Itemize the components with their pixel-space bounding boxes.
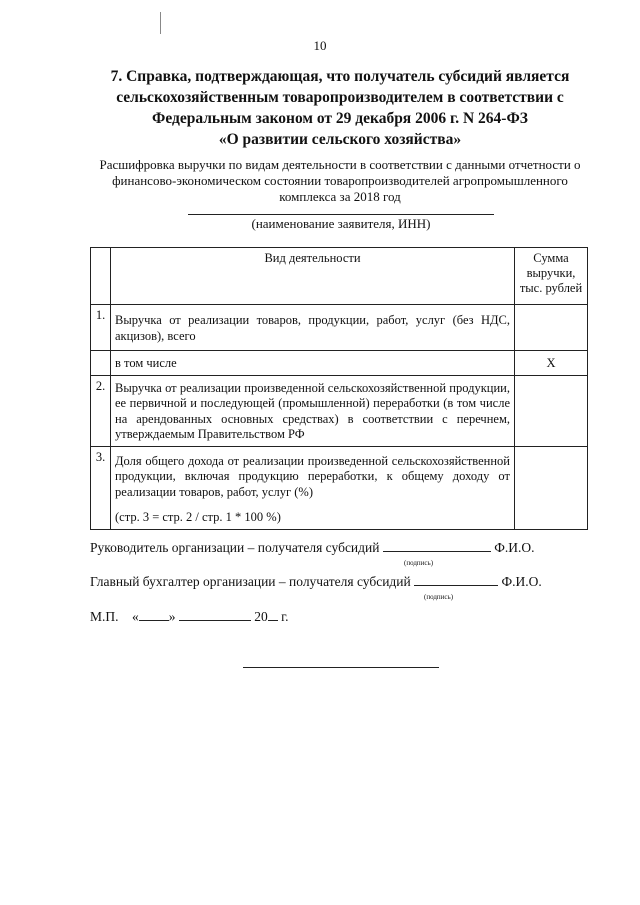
head-label: Руководитель организации – получателя субсидий — [90, 540, 380, 555]
accountant-signature-line — [90, 574, 542, 590]
accountant-signature-caption: (подпись) — [424, 593, 454, 601]
accountant-label: Главный бухгалтер организации – получателя субсидий — [90, 574, 411, 589]
date-open-quote: « — [132, 609, 139, 624]
date-close-quote: » — [168, 609, 176, 624]
row-activity-main: Доля общего дохода от реализации произведенной сельскохозяйственной продукции, включая продукцию переработки, к общему доходу от реализации товаров, работ, услуг (%) — [115, 453, 510, 499]
heading-line-2: сельскохозяйственным товаропроизводителем в соответствии с — [116, 89, 564, 106]
row-activity-text — [111, 446, 515, 529]
date-month-field[interactable] — [179, 620, 251, 621]
document-heading — [90, 66, 590, 150]
head-signature-field[interactable] — [383, 551, 491, 552]
head-signature-line — [90, 540, 535, 556]
date-year-suffix: г. — [281, 609, 289, 624]
row-activity-text: Выручка от реализации произведенной сельскохозяйственной продукции, ее первичной и последующей (промышленной) переработки (в том числе на арендованных основных средствах) в соответствии с перечнем, утверждаемым Правительством РФ — [111, 375, 515, 446]
row-sum-cell: Х — [515, 351, 588, 376]
page-number: 10 — [313, 38, 327, 53]
closing-rule — [243, 667, 439, 668]
subheading-line-1: Расшифровка выручки по видам деятельности в соответствии с данными отчетности о — [99, 157, 581, 172]
header-sum-line-2: выручки, — [526, 266, 576, 280]
header-num-cell — [91, 248, 111, 305]
date-year-field[interactable] — [268, 620, 278, 621]
row-sum-cell[interactable] — [515, 305, 588, 351]
document-subheading — [80, 157, 600, 205]
header-sum-line-1: Сумма — [533, 251, 569, 265]
stamp-label: М.П. — [90, 609, 119, 624]
table-row — [91, 351, 588, 376]
date-year-prefix: 20 — [254, 609, 268, 624]
row-number: 2. — [91, 375, 111, 446]
table-row — [91, 305, 588, 351]
row-sum-cell[interactable] — [515, 446, 588, 529]
applicant-name-line[interactable] — [188, 214, 494, 215]
scan-artifact-mark — [160, 12, 161, 34]
subheading-line-3: комплекса за 2018 год — [279, 189, 401, 204]
heading-line-1: 7. Справка, подтверждающая, что получатель субсидий является — [110, 68, 570, 85]
subheading-line-2: финансово-экономическом состоянии товаропроизводителей агропромышленного — [112, 173, 568, 188]
row-activity-text: в том числе — [111, 351, 515, 376]
row-number: 1. — [91, 305, 111, 351]
header-activity: Вид деятельности — [111, 248, 515, 305]
stamp-date-line — [90, 609, 289, 625]
accountant-fio-label: Ф.И.О. — [501, 574, 542, 589]
header-sum — [515, 248, 588, 305]
table-header-row — [91, 248, 588, 305]
accountant-signature-field[interactable] — [414, 585, 498, 586]
table-row — [91, 446, 588, 529]
row-number: 3. — [91, 446, 111, 529]
heading-line-3: Федеральным законом от 29 декабря 2006 г. N 264-ФЗ — [152, 110, 528, 127]
header-sum-line-3: тыс. рублей — [519, 281, 583, 295]
row-sum-cell[interactable] — [515, 375, 588, 446]
head-fio-label: Ф.И.О. — [494, 540, 535, 555]
head-signature-caption: (подпись) — [404, 559, 434, 567]
row-activity-text: Выручка от реализации товаров, продукции, работ, услуг (без НДС, акцизов), всего — [111, 305, 515, 351]
applicant-caption: (наименование заявителя, ИНН) — [251, 216, 431, 231]
table-row — [91, 375, 588, 446]
row-formula: (стр. 3 = стр. 2 / стр. 1 * 100 %) — [115, 510, 281, 524]
row-number — [91, 351, 111, 376]
date-day-field[interactable] — [139, 620, 169, 621]
revenue-table — [90, 247, 588, 530]
heading-line-4: «О развитии сельского хозяйства» — [218, 131, 462, 148]
